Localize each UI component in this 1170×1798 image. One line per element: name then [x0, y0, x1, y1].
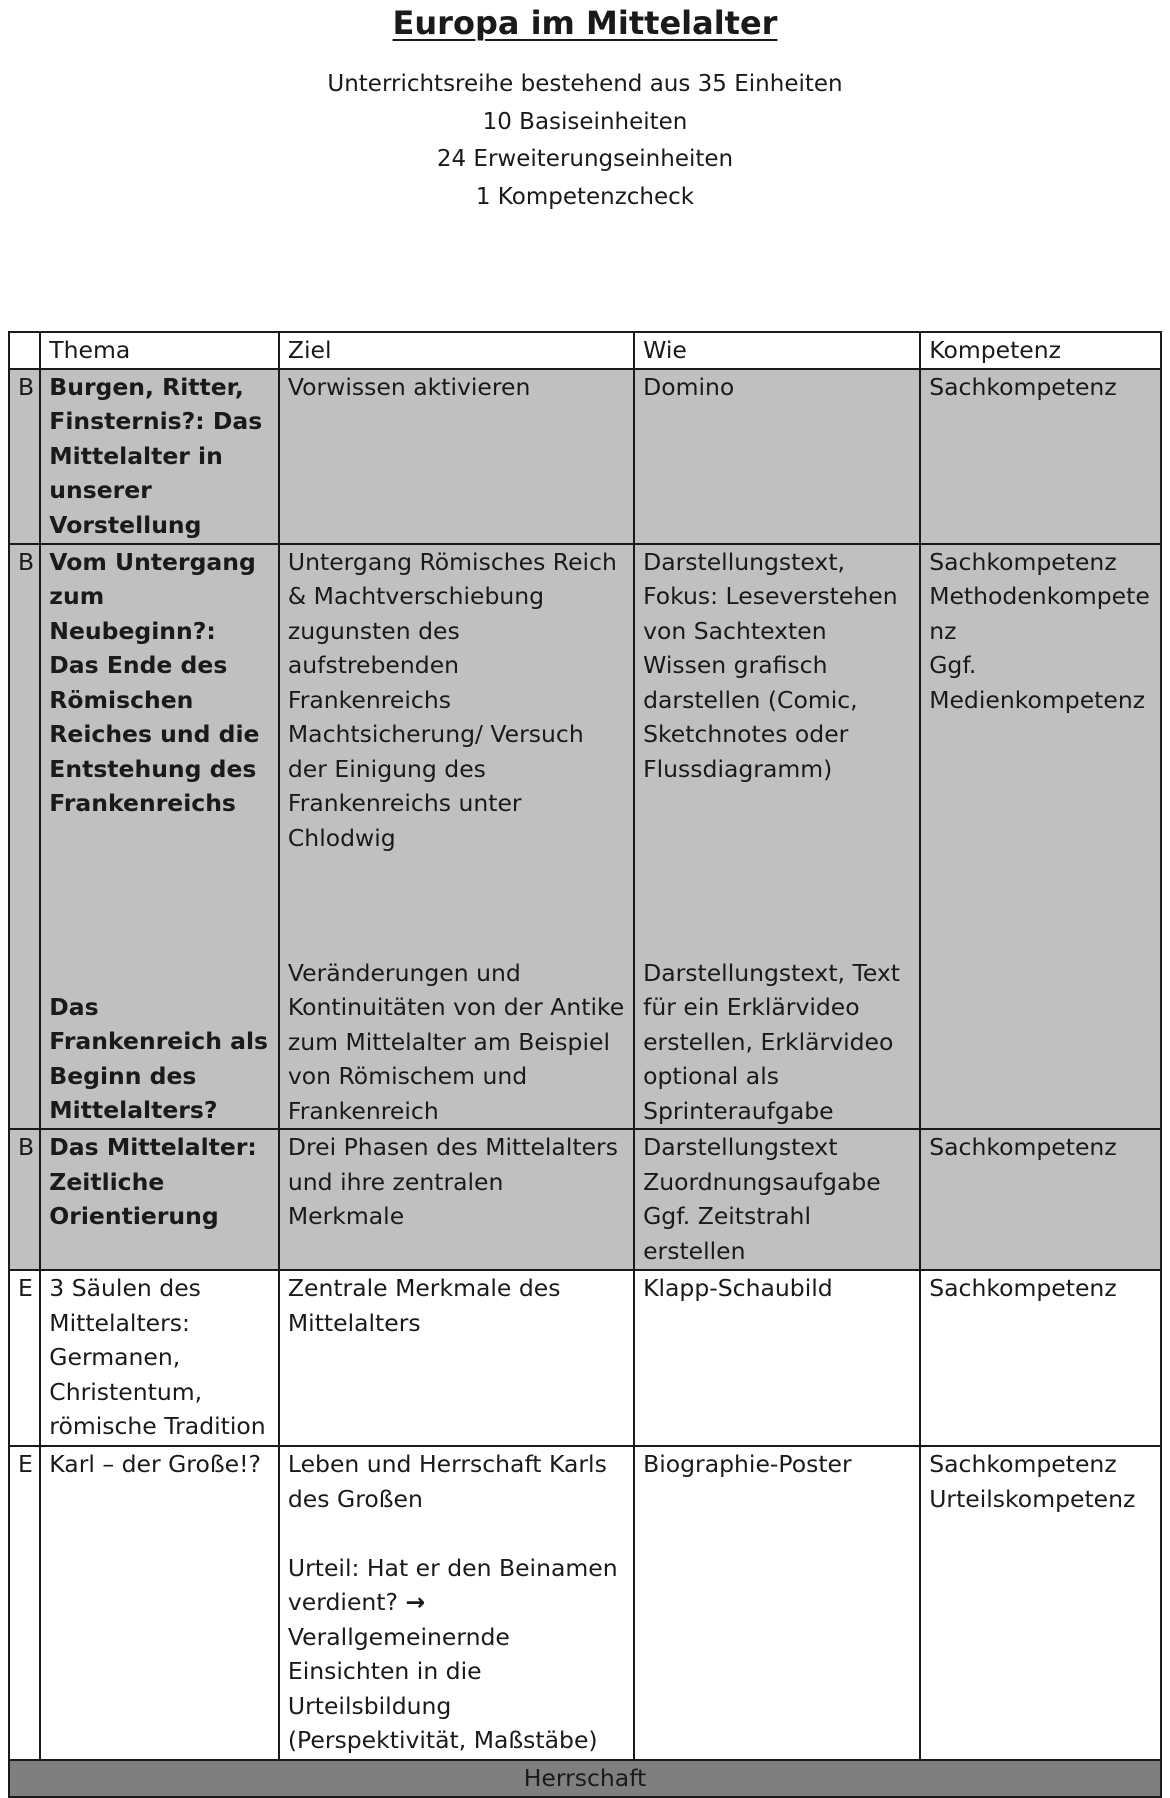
- thema-subtopic: Das Frankenreich als Beginn des Mittelalters?: [49, 992, 269, 1124]
- row-wie: Domino: [634, 369, 920, 544]
- ziel-spacer: [288, 1516, 625, 1551]
- table-row: [9, 1446, 1161, 1760]
- row-thema: [40, 1446, 279, 1760]
- kompetenz-item: Sachkompetenz: [929, 547, 1117, 576]
- ziel-text: Leben und Herrschaft Karls des Großen: [287, 1450, 607, 1513]
- row-thema: [40, 1129, 279, 1270]
- row-ziel: [279, 544, 634, 1130]
- wie-item: Zuordnungsaufgabe: [643, 1167, 881, 1196]
- table-row: [9, 369, 1161, 544]
- row-thema: [40, 544, 279, 1130]
- ziel-judgement: [288, 1551, 625, 1620]
- row-type: B: [9, 369, 40, 544]
- wie-item: Darstellungstext: [643, 1133, 838, 1161]
- row-kompetenz: [920, 544, 1161, 1130]
- row-wie: [634, 1129, 920, 1270]
- section-row: [9, 1760, 1161, 1797]
- row-ziel: Zentrale Merkmale des Mittelalters: [279, 1270, 634, 1446]
- row-type: E: [9, 1270, 40, 1446]
- ziel-question: Urteil: Hat er den Beinamen verdient?: [287, 1553, 618, 1616]
- row-kompetenz: [920, 1129, 1161, 1270]
- ziel-insight: Verallgemeinernde Einsichten in die Urteilsbildung (Perspektivität, Maßstäbe): [287, 1622, 598, 1754]
- header-ziel: Ziel: [279, 332, 634, 369]
- kompetenz-item: Urteilskompetenz: [929, 1484, 1136, 1513]
- header-wie: Wie: [634, 332, 920, 369]
- ziel-text: Untergang Römisches Reich & Machtverschiebung zugunsten des aufstrebenden Frankenreichs Machtsicherung/ Versuch der Einigung des Frankenreichs unter Chlodwig: [287, 547, 617, 852]
- row-type: B: [9, 1129, 40, 1270]
- arrow-right-icon: →: [405, 1588, 426, 1616]
- row-wie: [634, 544, 920, 1130]
- wie-text: Darstellungstext, Fokus: Leseverstehen von Sachtexten Wissen grafisch darstellen (Comic, Sketchnotes oder Flussdiagramm): [643, 547, 898, 783]
- kompetenz-item: Ggf.: [929, 651, 977, 679]
- row-thema: [40, 369, 279, 544]
- row-type: E: [9, 1446, 40, 1760]
- table-header-row: [9, 332, 1161, 369]
- kompetenz-item: Sachkompetenz: [929, 1133, 1117, 1161]
- page-title: [0, 4, 1170, 42]
- header-kompetenz: Kompetenz: [920, 332, 1161, 369]
- table-row: [9, 1270, 1161, 1446]
- subtitle-check: 1 Kompetenzcheck: [475, 183, 695, 210]
- header-type: [9, 332, 40, 369]
- page-title-text: Europa im Mittelalter: [392, 4, 778, 42]
- thema-text: Vom Untergang zum Neubeginn?: Das Ende des Römischen Reiches und die Entstehung des Frankenreichs: [49, 547, 260, 817]
- row-wie: Biographie-Poster: [634, 1446, 920, 1760]
- kompetenz-item: Sachkompetenz: [929, 1274, 1117, 1302]
- table-row: [9, 1129, 1161, 1270]
- row-ziel: Vorwissen aktivieren: [279, 369, 634, 544]
- subtitle-basis: 10 Basiseinheiten: [482, 108, 688, 135]
- row-thema: [40, 1270, 279, 1446]
- wie-item: Ggf. Zeitstrahl erstellen: [643, 1202, 811, 1265]
- row-ziel: Drei Phasen des Mittelalters und ihre zentralen Merkmale: [279, 1129, 634, 1270]
- lesson-plan-table: [8, 331, 1162, 1798]
- thema-text: Karl – der Große!?: [49, 1450, 261, 1478]
- row-kompetenz: [920, 1270, 1161, 1446]
- row-wie: Klapp-Schaubild: [634, 1270, 920, 1446]
- kompetenz-item: Methodenkompetenz: [929, 582, 1150, 645]
- kompetenz-item: Sachkompetenz: [929, 1450, 1117, 1478]
- row-kompetenz: [920, 369, 1161, 544]
- subtitle-units: Unterrichtsreihe bestehend aus 35 Einheiten: [327, 71, 843, 97]
- subtitle-extension: 24 Erweiterungseinheiten: [436, 146, 734, 172]
- header-thema: Thema: [40, 332, 279, 369]
- ziel-subtopic: Veränderungen und Kontinuitäten von der Antike zum Mittelalter am Beispiel von Römischem und Frankenreich: [287, 958, 625, 1125]
- row-ziel: [279, 1446, 634, 1760]
- subtitle-block: [0, 66, 1170, 216]
- thema-text: Das Mittelalter: Zeitliche Orientierung: [49, 1133, 257, 1230]
- kompetenz-item: Medienkompetenz: [929, 685, 1146, 714]
- row-kompetenz: [920, 1446, 1161, 1760]
- row-type: B: [9, 544, 40, 1130]
- section-label: Herrschaft: [9, 1760, 1161, 1797]
- thema-text: 3 Säulen des Mittelalters: Germanen, Christentum, römische Tradition: [49, 1274, 266, 1440]
- kompetenz-item: Sachkompetenz: [929, 372, 1117, 401]
- thema-text: Burgen, Ritter, Finsternis?: Das Mittelalter in unserer Vorstellung: [49, 372, 263, 539]
- table-row: [9, 544, 1161, 1130]
- wie-subtopic: Darstellungstext, Text für ein Erklärvideo erstellen, Erklärvideo optional als Sprinteraufgabe: [643, 958, 901, 1125]
